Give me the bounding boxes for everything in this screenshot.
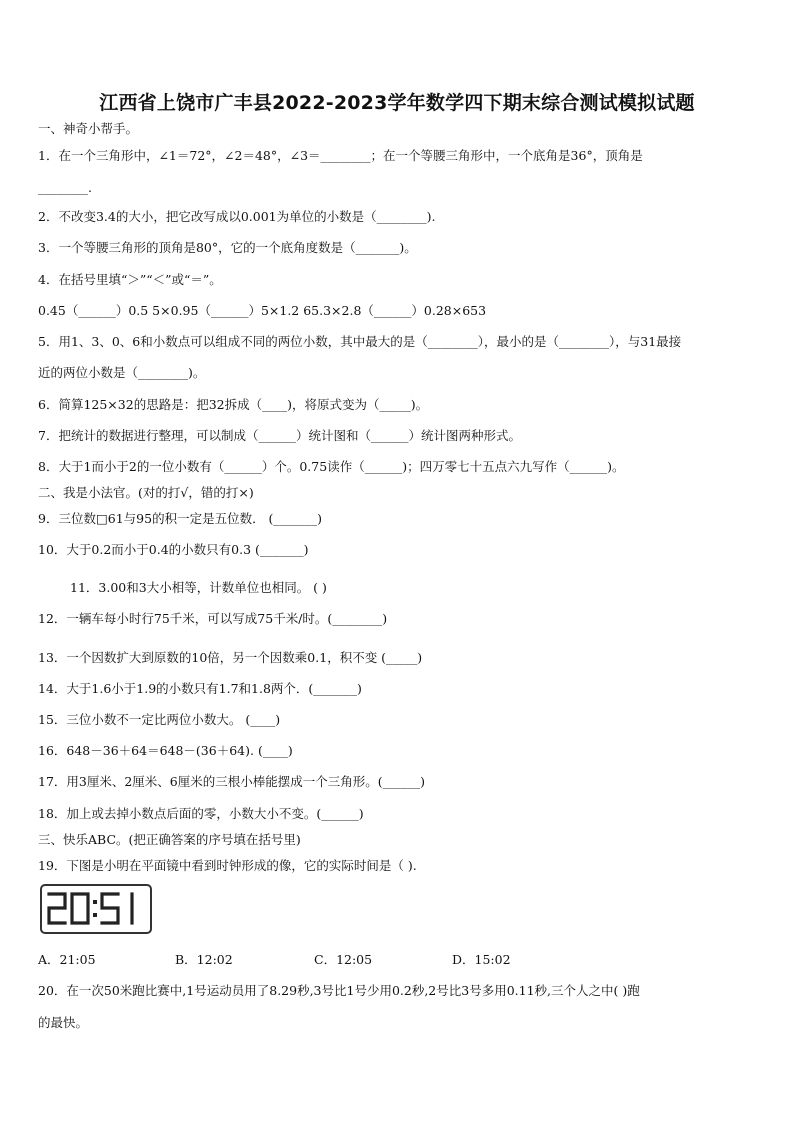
- clock-digits-graphic: [42, 886, 150, 932]
- question-5-continued: 近的两位小数是（________)。: [38, 365, 206, 380]
- question-8: 8．大于1而小于2的一位小数有（______）个。0.75读作（______)；四万零七十五点六九写作（______)。: [38, 459, 625, 474]
- question-18: 18．加上或去掉小数点后面的零，小数大小不变。(______): [38, 806, 364, 821]
- question-4-items: 0.45（______）0.5 5×0.95（______）5×1.2 65.3×2.8（______）0.28×653: [38, 303, 487, 318]
- question-3: 3．一个等腰三角形的顶角是80°，它的一个底角度数是（_______)。: [38, 240, 417, 255]
- question-14: 14．大于1.6小于1.9的小数只有1.7和1.8两个．(_______): [38, 681, 362, 696]
- question-20: 20．在一次50米跑比赛中,1号运动员用了8.29秒,3号比1号少用0.2秒,2号比3号多用0.11秒,三个人之中( )跑: [38, 983, 640, 998]
- question-2: 2．不改变3.4的大小，把它改写成以0.001为单位的小数是（________).: [38, 209, 436, 224]
- page-title: 江西省上饶市广丰县2022-2023学年数学四下期末综合测试模拟试题: [99, 92, 695, 114]
- option-a: A．21:05: [38, 952, 96, 967]
- question-9: 9．三位数□61与95的积一定是五位数． (_______): [38, 511, 323, 526]
- question-1: 1．在一个三角形中，∠1＝72°，∠2＝48°，∠3＝________；在一个等腰三角形中，一个底角是36°，顶角是: [38, 148, 643, 163]
- question-15: 15．三位小数不一定比两位小数大。 (____): [38, 712, 281, 727]
- option-c: C．12:05: [314, 952, 373, 967]
- question-4: 4．在括号里填“＞”“＜”或“＝”。: [38, 272, 222, 287]
- question-10: 10．大于0.2而小于0.4的小数只有0.3 (_______): [38, 542, 309, 557]
- option-b: B．12:02: [175, 952, 233, 967]
- question-12: 12．一辆车每小时行75千米，可以写成75千米/时。(________): [38, 611, 388, 626]
- section-3-heading: 三、快乐ABC。(把正确答案的序号填在括号里): [38, 832, 301, 847]
- section-2-heading: 二、我是小法官。(对的打√，错的打×): [38, 485, 254, 500]
- question-16: 16．648－36＋64＝648－(36＋64). (____): [38, 743, 293, 758]
- question-17: 17．用3厘米、2厘米、6厘米的三根小棒能摆成一个三角形。(______): [38, 774, 426, 789]
- question-6: 6．简算125×32的思路是：把32拆成（____)，将原式变为（_____)。: [38, 397, 429, 412]
- option-d: D．15:02: [452, 952, 511, 967]
- question-5: 5．用1、3、0、6和小数点可以组成不同的两位小数，其中最大的是（________），最小的是（________），与31最接: [38, 334, 682, 349]
- question-7: 7．把统计的数据进行整理，可以制成（______）统计图和（______）统计图两种形式。: [38, 428, 521, 443]
- digital-clock-image: [40, 884, 152, 934]
- question-11: 11．3.00和3大小相等，计数单位也相同。 ( ): [70, 580, 327, 595]
- question-19: 19．下图是小明在平面镜中看到时钟形成的像，它的实际时间是（ ).: [38, 858, 417, 873]
- question-1-continued: ________.: [38, 180, 92, 195]
- section-1-heading: 一、神奇小帮手。: [38, 121, 139, 136]
- question-20-continued: 的最快。: [38, 1015, 89, 1030]
- question-13: 13．一个因数扩大到原数的10倍，另一个因数乘0.1，积不变 (_____): [38, 650, 423, 665]
